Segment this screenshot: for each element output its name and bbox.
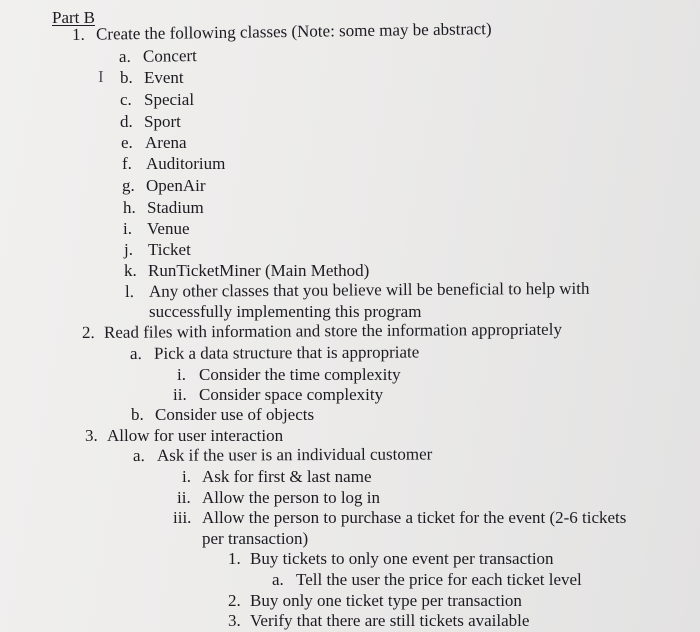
list-item-continuation bbox=[202, 529, 308, 549]
list-item-text: Ask if the user is an individual customer bbox=[156, 444, 433, 465]
list-item-text: Buy only one ticket type per transaction bbox=[250, 591, 522, 610]
list-marker: d. bbox=[120, 112, 133, 131]
list-marker: 3. bbox=[85, 426, 98, 445]
list-item bbox=[119, 46, 197, 67]
list-item-text: Consider the time complexity bbox=[199, 365, 401, 384]
list-item bbox=[182, 467, 372, 487]
list-item-text: RunTicketMiner (Main Method) bbox=[148, 261, 370, 280]
list-item bbox=[72, 19, 492, 45]
list-marker: i. bbox=[123, 219, 132, 238]
list-item-text: Sport bbox=[144, 112, 181, 131]
list-item-text: Consider space complexity bbox=[199, 385, 384, 404]
list-item bbox=[228, 611, 529, 631]
list-marker: i. bbox=[182, 467, 191, 486]
list-marker: a. bbox=[272, 570, 284, 589]
list-item-text: Event bbox=[144, 68, 184, 87]
list-item bbox=[228, 591, 522, 611]
list-item-text: Auditorium bbox=[146, 154, 226, 173]
list-item bbox=[272, 570, 582, 590]
list-item bbox=[120, 112, 181, 132]
list-item-text: Tell the user the price for each ticket level bbox=[296, 570, 582, 589]
list-item bbox=[177, 365, 401, 385]
list-item bbox=[177, 488, 380, 508]
list-item bbox=[125, 279, 590, 302]
list-marker: b. bbox=[131, 405, 144, 424]
text-cursor-icon: I bbox=[98, 67, 104, 86]
list-item-text: OpenAir bbox=[146, 176, 206, 195]
list-item bbox=[82, 320, 562, 343]
list-item bbox=[173, 385, 383, 405]
list-item-text: Venue bbox=[147, 219, 190, 238]
list-item-text: per transaction) bbox=[202, 529, 309, 548]
list-item-text: successfully implementing this program bbox=[149, 302, 422, 321]
list-marker: g. bbox=[122, 176, 135, 195]
list-marker: 1. bbox=[228, 549, 241, 568]
list-marker: k. bbox=[124, 261, 137, 280]
list-item-continuation bbox=[149, 302, 421, 322]
list-item-text: Read files with information and store the information appropriately bbox=[103, 319, 562, 342]
list-item bbox=[85, 426, 283, 446]
list-item-text: Buy tickets to only one event per transaction bbox=[250, 549, 554, 568]
list-marker: f. bbox=[122, 154, 132, 173]
list-item-text: Ask for first & last name bbox=[202, 467, 372, 486]
list-item bbox=[122, 176, 205, 196]
list-marker: i. bbox=[177, 365, 186, 384]
list-marker: 2. bbox=[81, 322, 95, 342]
list-item-text: Verify that there are still tickets available bbox=[250, 611, 530, 630]
list-item-text: Allow the person to log in bbox=[202, 488, 381, 507]
list-marker: iii. bbox=[173, 508, 192, 527]
list-item bbox=[120, 68, 184, 88]
list-item-text: Ticket bbox=[148, 240, 191, 259]
list-marker: 3. bbox=[228, 611, 241, 630]
list-item bbox=[124, 261, 369, 281]
list-marker: h. bbox=[123, 198, 136, 217]
document-title: Part B bbox=[52, 8, 95, 27]
list-item-text: Any other classes that you believe will be beneficial to help with bbox=[148, 278, 590, 301]
list-item-text: Pick a data structure that is appropriate bbox=[153, 342, 420, 363]
list-marker: ii. bbox=[177, 488, 191, 507]
list-marker: c. bbox=[120, 90, 132, 109]
list-item-text: Stadium bbox=[147, 198, 204, 217]
list-item-text: Allow the person to purchase a ticket for the event (2-6 tickets bbox=[202, 508, 627, 527]
list-marker: 2. bbox=[228, 591, 241, 610]
list-item bbox=[121, 133, 187, 153]
list-item bbox=[120, 90, 194, 110]
list-item bbox=[123, 219, 189, 239]
list-item bbox=[133, 444, 432, 466]
list-item bbox=[124, 240, 191, 260]
list-item-text: Consider use of objects bbox=[155, 405, 315, 424]
list-marker: a. bbox=[129, 343, 142, 363]
list-marker: ii. bbox=[173, 385, 187, 404]
list-marker: a. bbox=[132, 445, 145, 465]
list-item-text: Arena bbox=[145, 133, 187, 152]
list-marker: j. bbox=[124, 240, 133, 259]
list-item bbox=[130, 342, 419, 364]
list-item bbox=[123, 198, 204, 218]
list-item bbox=[228, 549, 554, 569]
list-item bbox=[173, 508, 626, 528]
list-marker: a. bbox=[118, 46, 131, 66]
list-marker: b. bbox=[120, 68, 133, 87]
list-item bbox=[122, 154, 225, 174]
list-item-text: Concert bbox=[142, 46, 197, 66]
list-item-text: Create the following classes (Note: some may be abstract) bbox=[95, 19, 492, 44]
list-marker: e. bbox=[121, 133, 133, 152]
list-item-text: Special bbox=[144, 90, 195, 109]
list-marker: l. bbox=[124, 281, 135, 301]
list-marker: 1. bbox=[71, 24, 85, 44]
list-item-text: Allow for user interaction bbox=[107, 426, 284, 445]
list-item bbox=[131, 405, 314, 425]
